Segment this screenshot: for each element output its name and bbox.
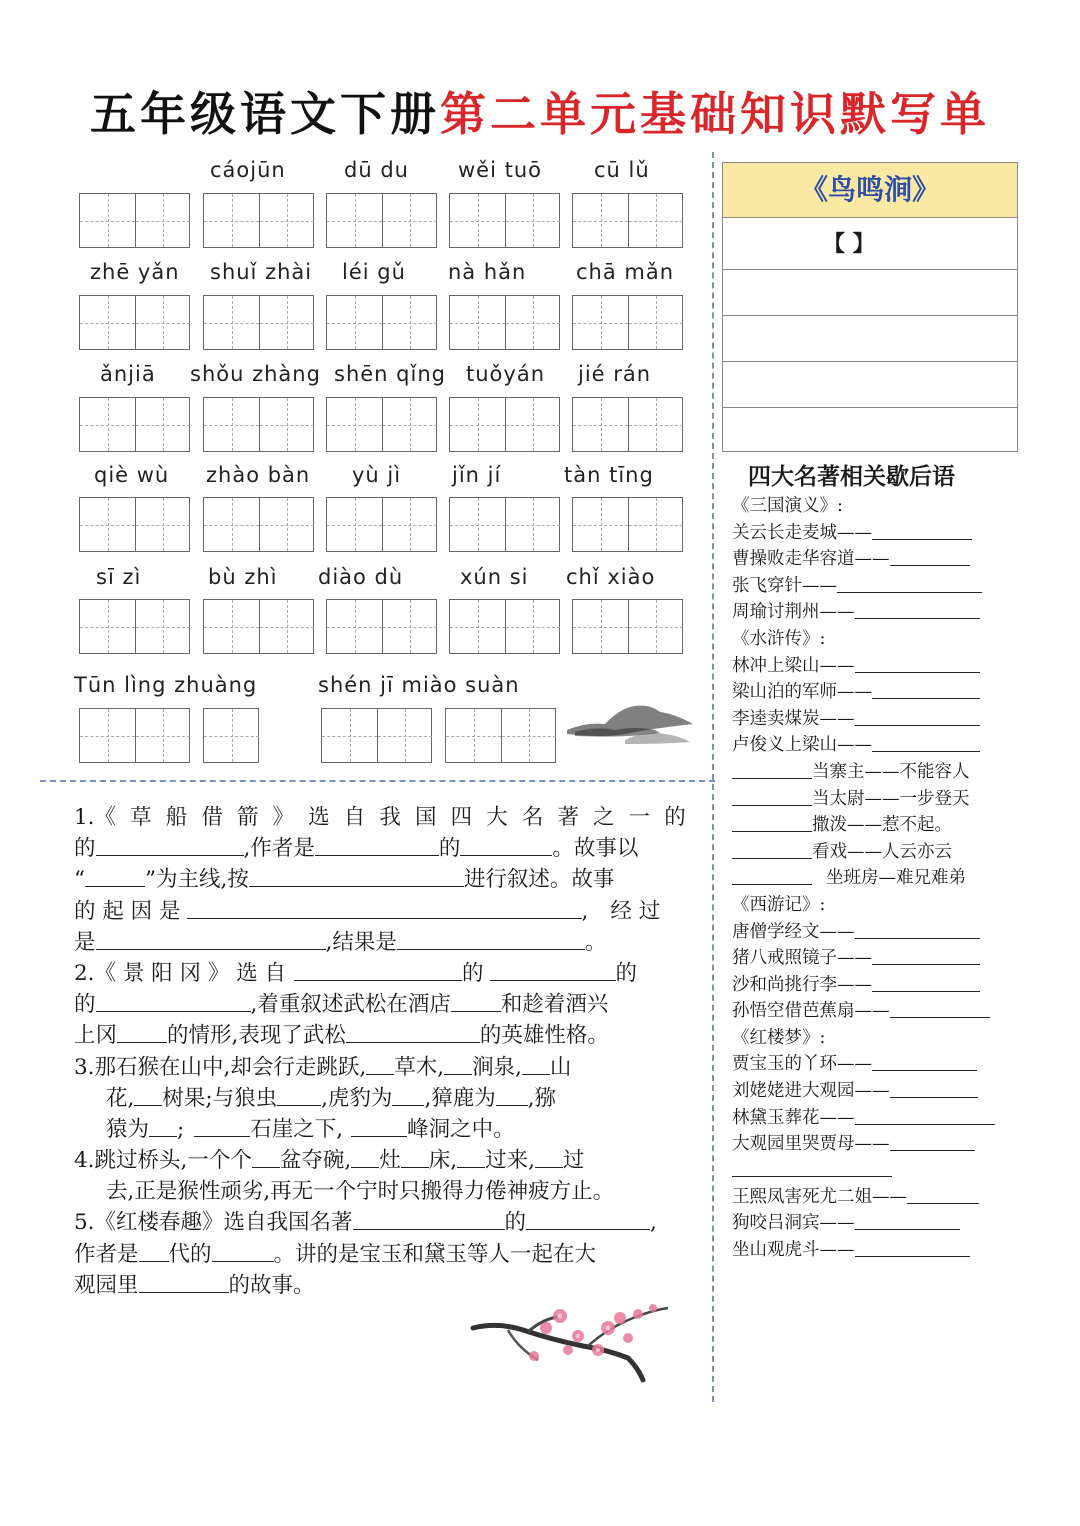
poem-line[interactable] (723, 408, 1017, 454)
answer-blank[interactable] (117, 1020, 167, 1043)
answer-blank[interactable] (85, 864, 145, 887)
answer-blank[interactable] (872, 521, 972, 540)
writing-box[interactable] (79, 193, 190, 248)
answer-blank[interactable] (732, 840, 812, 859)
pinyin-label: chā mǎn (576, 260, 675, 284)
xiehouyu-list (732, 493, 1017, 1264)
xiehouyu-item: 沙和尚挑行李—— (732, 972, 1017, 999)
poem-line[interactable] (723, 362, 1017, 408)
poem-line[interactable] (723, 270, 1017, 316)
writing-box[interactable] (449, 295, 560, 350)
answer-blank[interactable] (522, 1052, 550, 1075)
answer-blank[interactable] (732, 813, 812, 832)
question-4-line: 4.跳过桥头,一个个 盆夺碗, 灶 床, 过来, 过 (74, 1145, 686, 1176)
writing-box[interactable] (321, 708, 432, 763)
book-heading: 《水浒传》: (732, 628, 826, 649)
poem-author-bracket[interactable]: 【 】 (723, 218, 1017, 270)
answer-blank[interactable] (96, 989, 251, 1012)
answer-blank[interactable] (353, 1207, 505, 1230)
answer-blank[interactable] (872, 973, 980, 992)
xiehouyu-item: 狗咬吕洞宾—— (732, 1210, 1017, 1237)
pinyin-label: zhē yǎn (90, 260, 180, 284)
pinyin-label: jǐn jí (452, 463, 502, 487)
answer-blank[interactable] (872, 680, 980, 699)
xiehouyu-item: 坐班房—难兄难弟 (732, 865, 1017, 892)
writing-box[interactable] (449, 497, 560, 552)
xiehouyu-item: 猪八戒照镜子—— (732, 945, 1017, 972)
answer-blank[interactable] (855, 600, 980, 619)
question-3-line: 花, 树果;与狼虫 ,虎豹为 ,獐鹿为 ,猕 (74, 1083, 686, 1114)
pinyin-label: cáojūn (210, 158, 286, 182)
pinyin-label: qiè wù (94, 463, 170, 487)
pinyin-label: jié rán (578, 362, 652, 386)
pinyin-label: zhào bàn (206, 463, 311, 487)
pinyin-label: yù jì (352, 463, 402, 487)
writing-box[interactable] (445, 708, 556, 763)
question-2-line: 的 ,着重叙述武松在酒店 和趁着酒兴 (74, 989, 686, 1020)
xiehouyu-item: 林冲上梁山—— (732, 653, 1017, 680)
writing-box[interactable] (203, 497, 314, 552)
answer-blank[interactable] (139, 1270, 229, 1293)
writing-box[interactable] (449, 193, 560, 248)
answer-blank[interactable] (890, 1079, 978, 1098)
answer-blank[interactable] (397, 927, 585, 950)
answer-blank[interactable] (149, 1114, 177, 1137)
answer-blank[interactable] (351, 1114, 407, 1137)
xiehouyu-title: 四大名著相关歇后语 (748, 463, 955, 490)
answer-blank[interactable] (890, 1132, 975, 1151)
xiehouyu-item: 坐山观虎斗—— (732, 1237, 1017, 1264)
answer-blank[interactable] (249, 864, 464, 887)
answer-blank[interactable] (535, 1145, 563, 1168)
question-5-line: 观园里 的故事。 (74, 1270, 686, 1301)
writing-box[interactable] (203, 193, 314, 248)
answer-blank[interactable] (346, 1020, 480, 1043)
pinyin-label: bù zhì (208, 565, 278, 589)
question-3-line: 猿为 ; 石崖之下, 峰洞之中。 (74, 1114, 686, 1145)
fill-in-questions (74, 802, 686, 1301)
writing-box[interactable] (572, 193, 683, 248)
writing-box[interactable] (326, 599, 437, 654)
xiehouyu-item: 林黛玉葬花—— (732, 1105, 1017, 1132)
horizontal-divider (40, 780, 715, 782)
answer-blank[interactable] (451, 989, 501, 1012)
poem-table (722, 162, 1018, 452)
question-3-line: 3.那石猴在山中,却会行走跳跃, 草木, 涧泉, 山 (74, 1052, 686, 1083)
answer-blank[interactable] (732, 1158, 892, 1177)
writing-box[interactable] (449, 599, 560, 654)
answer-blank[interactable] (890, 999, 990, 1018)
plum-blossom-illustration (468, 1288, 678, 1388)
pinyin-label: nà hǎn (448, 260, 527, 284)
answer-blank[interactable] (907, 1185, 979, 1204)
vertical-divider (712, 152, 714, 1402)
answer-blank[interactable] (315, 833, 439, 856)
pinyin-label: chǐ xiào (566, 565, 656, 589)
writing-box[interactable] (79, 295, 190, 350)
xiehouyu-item: 王熙凤害死尤二姐—— (732, 1184, 1017, 1211)
answer-blank[interactable] (401, 1145, 429, 1168)
question-1-line: 的 起 因 是 , 经 过 (74, 896, 686, 927)
xiehouyu-item: 梁山泊的军师—— (732, 679, 1017, 706)
writing-box[interactable] (79, 397, 190, 452)
xiehouyu-item: 唐僧学经文—— (732, 919, 1017, 946)
pinyin-label: tàn tīng (564, 463, 654, 487)
title-grade: 五年级语文下册 (90, 87, 440, 141)
writing-box[interactable] (203, 599, 314, 654)
answer-blank[interactable] (351, 1145, 379, 1168)
question-1-line: 的 ,作者是 的 。故事以 (74, 833, 686, 864)
book-heading: 《红楼梦》: (732, 1027, 826, 1048)
pinyin-label: ǎnjiā (100, 362, 156, 386)
answer-blank[interactable] (855, 920, 980, 939)
xiehouyu-item: 刘姥姥进大观园—— (732, 1078, 1017, 1105)
pinyin-label: diào dù (318, 565, 404, 589)
answer-blank[interactable] (732, 866, 812, 885)
writing-box[interactable] (326, 397, 437, 452)
writing-box[interactable] (203, 708, 259, 763)
answer-blank[interactable] (732, 787, 812, 806)
book-heading: 《三国演义》: (732, 496, 843, 516)
xiehouyu-item: 周瑜讨荆州—— (732, 599, 1017, 626)
answer-blank[interactable] (872, 733, 980, 752)
question-1-line: 是 ,结果是 。 (74, 927, 686, 958)
answer-blank[interactable] (457, 1145, 485, 1168)
pinyin-label: xún si (460, 565, 529, 589)
answer-blank[interactable] (277, 1083, 321, 1106)
xiehouyu-item: 当太尉——一步登天 (732, 786, 1017, 813)
pinyin-label: léi gǔ (342, 260, 406, 284)
answer-blank[interactable] (96, 927, 326, 950)
writing-box[interactable] (326, 295, 437, 350)
mountain-illustration (565, 700, 695, 750)
xiehouyu-item: 看戏——人云亦云 (732, 839, 1017, 866)
answer-blank[interactable] (139, 1239, 169, 1262)
xiehouyu-item: 撒泼——惹不起。 (732, 812, 1017, 839)
answer-blank[interactable] (392, 1083, 424, 1106)
answer-blank[interactable] (194, 1114, 250, 1137)
answer-blank[interactable] (526, 1207, 650, 1230)
answer-blank[interactable] (855, 1211, 960, 1230)
writing-box[interactable] (572, 397, 683, 452)
writing-box[interactable] (572, 599, 683, 654)
answer-blank[interactable] (837, 574, 982, 593)
question-1-line: 1.《 草 船 借 箭 》 选 自 我 国 四 大 名 著 之 一 的 (74, 805, 686, 830)
answer-blank[interactable] (460, 833, 552, 856)
question-4-line: 去,正是猴性顽劣,再无一个宁时只搬得力倦神疲方止。 (106, 1179, 615, 1205)
poem-line[interactable] (723, 316, 1017, 362)
answer-blank[interactable] (872, 946, 980, 965)
xiehouyu-item: 贾宝玉的丫环—— (732, 1051, 1017, 1078)
pinyin-label: Tūn lìng zhuàng (74, 673, 258, 697)
writing-box[interactable] (326, 497, 437, 552)
book-heading: 《西游记》: (732, 894, 826, 915)
answer-blank[interactable] (366, 1052, 394, 1075)
pinyin-label: shǒu zhàng (190, 362, 321, 386)
question-5-line: 作者是 代的 。讲的是宝玉和黛玉等人一起在大 (74, 1239, 686, 1270)
answer-blank[interactable] (496, 1083, 528, 1106)
pinyin-label: shuǐ zhài (210, 260, 313, 284)
writing-box[interactable] (79, 599, 190, 654)
answer-blank[interactable] (732, 760, 812, 779)
answer-blank[interactable] (855, 654, 980, 673)
pinyin-label: cū lǔ (594, 158, 650, 182)
xiehouyu-item: 孙悟空借芭蕉扇—— (732, 998, 1017, 1025)
poem-title: 《鸟鸣涧》 (723, 163, 1017, 218)
xiehouyu-item: 李逵卖煤炭—— (732, 706, 1017, 733)
xiehouyu-item: 曹操败走华容道—— (732, 546, 1017, 573)
pinyin-label: shén jī miào suàn (318, 673, 520, 697)
xiehouyu-item: 张飞穿针—— (732, 573, 1017, 600)
answer-blank[interactable] (855, 1238, 970, 1257)
pinyin-label: dū du (344, 158, 409, 182)
xiehouyu-item: 当寨主——不能容人 (732, 759, 1017, 786)
pinyin-label: shēn qǐng (334, 362, 446, 386)
answer-blank[interactable] (872, 1052, 977, 1071)
writing-box[interactable] (449, 397, 560, 452)
xiehouyu-item: 关云长走麦城—— (732, 520, 1017, 547)
writing-box[interactable] (203, 397, 314, 452)
pinyin-label: tuǒyán (466, 362, 545, 386)
answer-blank[interactable] (212, 1239, 274, 1262)
answer-blank[interactable] (855, 707, 980, 726)
answer-blank[interactable] (134, 1083, 162, 1106)
answer-blank[interactable] (96, 833, 244, 856)
writing-box[interactable] (572, 295, 683, 350)
answer-blank[interactable] (890, 547, 970, 566)
writing-box[interactable] (326, 193, 437, 248)
answer-blank[interactable] (187, 896, 582, 919)
writing-box[interactable] (572, 497, 683, 552)
answer-blank[interactable] (490, 958, 616, 981)
xiehouyu-item: 卢俊义上梁山—— (732, 732, 1017, 759)
question-2-line: 上冈 的情形,表现了武松 的英雄性格。 (74, 1020, 686, 1051)
question-5-line: 5.《红楼春趣》选自我国名著 的 , (74, 1207, 686, 1238)
answer-blank[interactable] (252, 1145, 280, 1168)
answer-blank[interactable] (855, 1106, 995, 1125)
answer-blank[interactable] (294, 958, 462, 981)
pinyin-label: sī zì (96, 565, 142, 589)
writing-box[interactable] (203, 295, 314, 350)
pinyin-label: wěi tuō (458, 158, 542, 182)
writing-box[interactable] (79, 708, 190, 763)
xiehouyu-item: 大观园里哭贾母—— (732, 1131, 1017, 1158)
answer-blank[interactable] (444, 1052, 472, 1075)
question-1-line: “ ”为主线,按 进行叙述。故事 (74, 864, 686, 895)
question-2-line: 2.《 景 阳 冈 》 选 自 的 的 (74, 958, 686, 989)
page-title (0, 78, 1080, 144)
writing-box[interactable] (79, 497, 190, 552)
title-unit: 第二单元基础知识默写单 (440, 87, 990, 141)
